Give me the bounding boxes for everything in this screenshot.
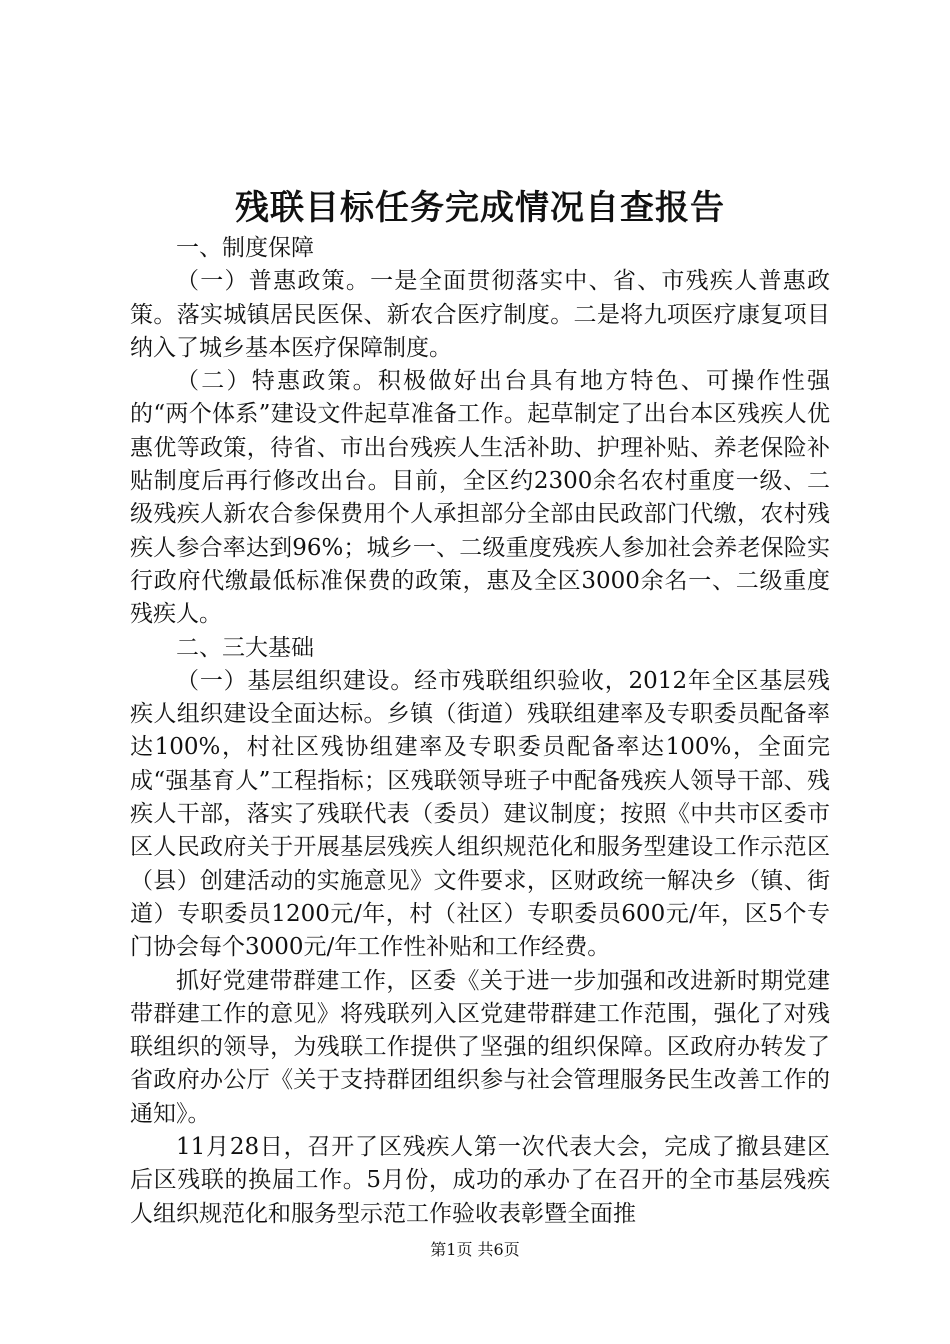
document-body	[130, 232, 830, 1231]
page-footer: 第1页 共6页	[430, 1240, 520, 1259]
paragraph: （一）基层组织建设。经市残联组织验收，2012年全区基层残疾人组织建设全面达标。乡镇（街道）残联组建率及专职委员配备率达100%，村社区残协组建率及专职委员配备率达100%，全面完成“强基育人”工程指标；区残联领导班子中配备残疾人领导干部、残疾人干部，落实了残联代表（委员）建议制度；按照《中共市区委市区人民政府关于开展基层残疾人组织规范化和服务型建设工作示范区（县）创建活动的实施意见》文件要求，区财政统一解决乡（镇、街道）专职委员1200元/年，村（社区）专职委员600元/年，区5个专门协会每个3000元/年工作性补贴和工作经费。	[130, 667, 830, 961]
paragraph: （一）普惠政策。一是全面贯彻落实中、省、市残疾人普惠政策。落实城镇居民医保、新农合医疗制度。二是将九项医疗康复项目纳入了城乡基本医疗保障制度。	[130, 268, 830, 361]
section-heading: 二、三大基础	[176, 634, 314, 661]
section-heading: 一、制度保障	[176, 235, 314, 261]
paragraph: 抓好党建带群建工作，区委《关于进一步加强和改进新时期党建带群建工作的意见》将残联列入区党建带群建工作范围，强化了对残联组织的领导，为残联工作提供了坚强的组织保障。区政府办转发了省政府办公厅《关于支持群团组织参与社会管理服务民生改善工作的通知》。	[130, 967, 830, 1127]
paragraph: （二）特惠政策。积极做好出台具有地方特色、可操作性强的“两个体系”建设文件起草准备工作。起草制定了出台本区残疾人优惠优等政策，待省、市出台残疾人生活补助、护理补贴、养老保险补贴制度后再行修改出台。目前，全区约2300余名农村重度一级、二级残疾人新农合参保费用个人承担部分全部由民政部门代缴，农村残疾人参合率达到96%；城乡一、二级重度残疾人参加社会养老保险实行政府代缴最低标准保费的政策，惠及全区3000余名一、二级重度残疾人。	[130, 368, 830, 628]
document-title: 残联目标任务完成情况自查报告	[235, 188, 725, 228]
paragraph: 11月28日，召开了区残疾人第一次代表大会，完成了撤县建区后区残联的换届工作。5月份，成功的承办了在召开的全市基层残疾人组织规范化和服务型示范工作验收表彰暨全面推	[130, 1134, 830, 1227]
